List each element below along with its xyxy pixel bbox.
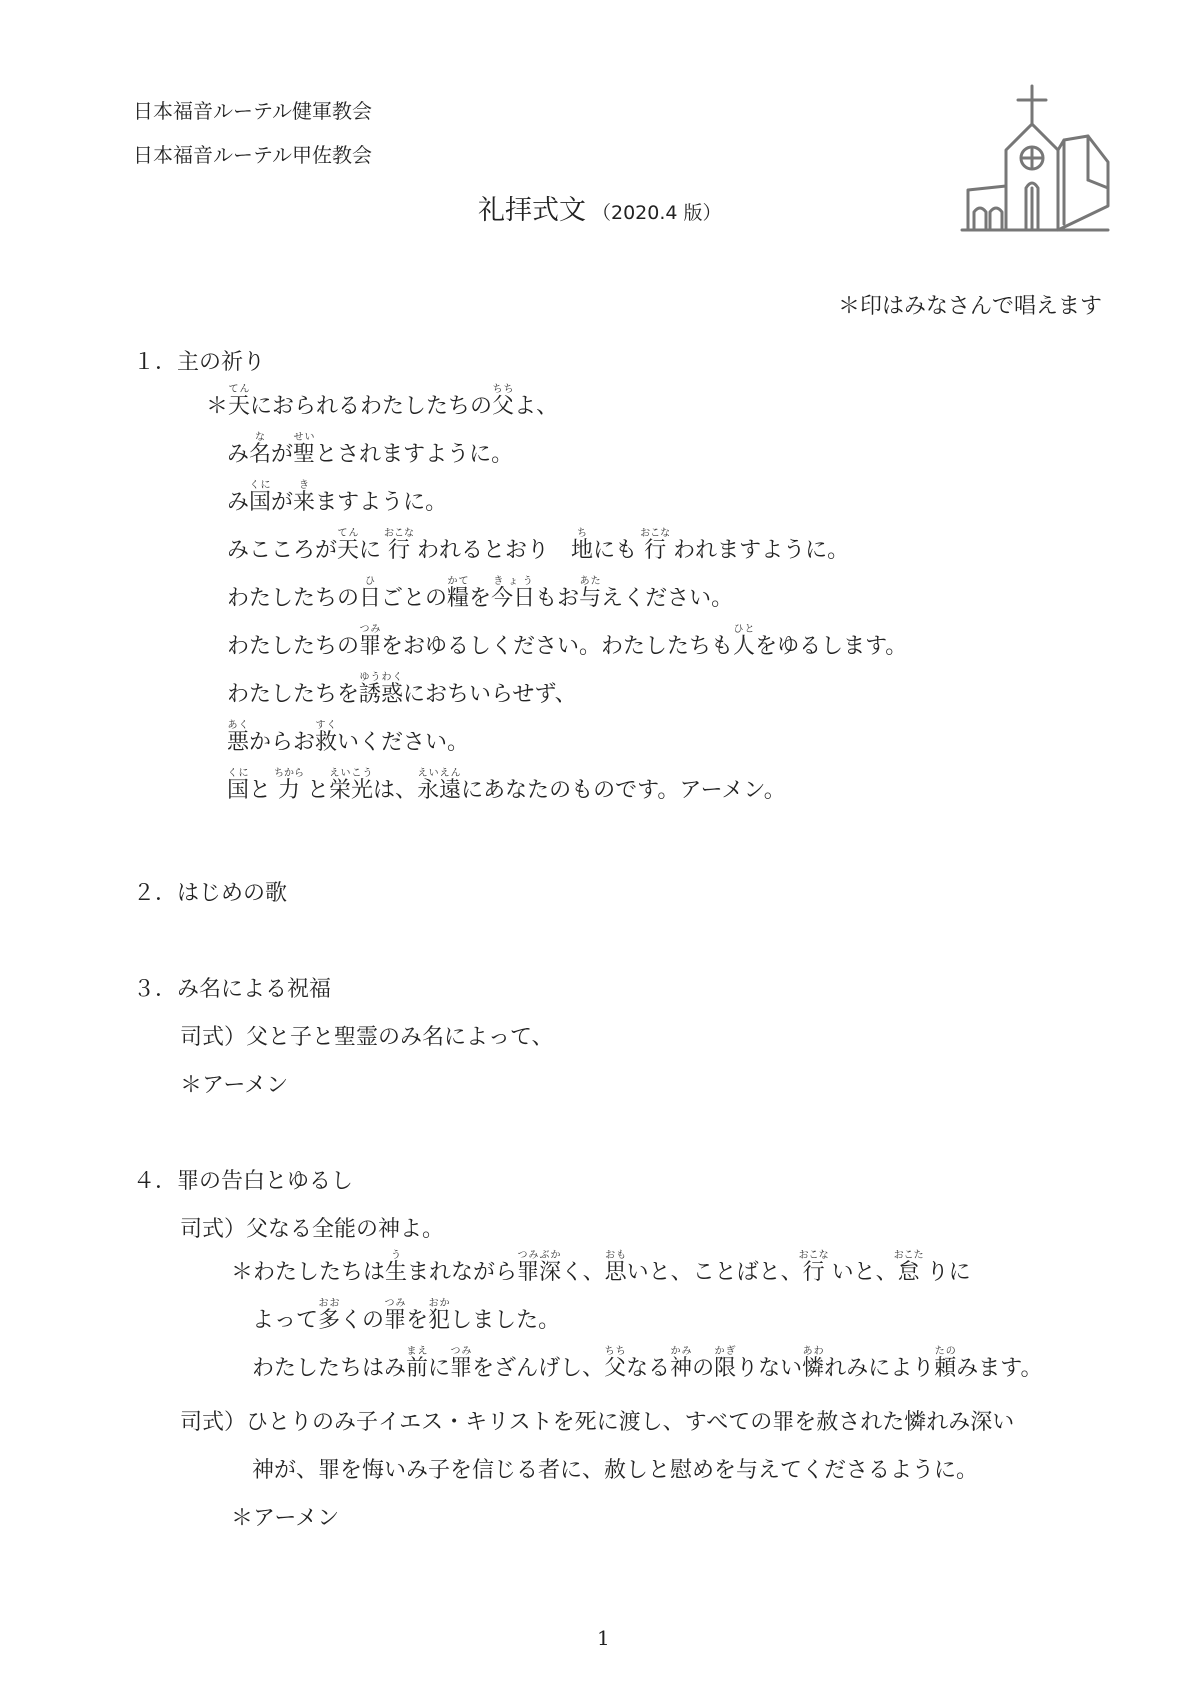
edition-label: （2020.4 版） [592,202,722,224]
ruby-word: 地ち [571,528,594,563]
furigana: う [385,1250,408,1261]
furigana: ちち [492,384,515,395]
ruby-word: 日ひ [359,576,382,611]
prayer-line: 国くにと 力ちから と栄光えいこうは、永遠えいえんにあなたのものです。アーメン。 [227,768,786,803]
furigana: てん [228,384,251,395]
ruby-word: 行おこな [384,528,415,563]
prayer-line: わたしたちを誘惑ゆうわくにおちいらせず、 [227,672,577,707]
furigana: つみぶか [517,1250,562,1261]
ruby-word: 力ちから [274,768,305,803]
furigana: つみ [450,1346,473,1357]
furigana: ひと [733,624,756,635]
ruby-word: 誘惑ゆうわく [359,672,404,707]
ruby-word: 名な [249,432,272,467]
liturgy-line: ＊わたしたちは生うまれながら罪深つみぶかく、思おもいと、ことばと、行おこな いと、怠おこた りに [231,1250,971,1285]
ruby-word: 罪つみ [359,624,382,659]
ruby-word: 与あた [579,576,602,611]
liturgy-line: ＊アーメン [180,1073,289,1098]
furigana: おこな [798,1250,829,1261]
furigana: まえ [406,1346,429,1357]
ruby-word: 罪深つみぶか [517,1250,562,1285]
ruby-word: 罪つみ [384,1298,407,1333]
prayer-line: わたしたちの日ひごとの糧かてを今日きょうもお与あたえください。 [227,576,734,611]
furigana: き [293,480,316,491]
ruby-word: 父ちち [604,1346,627,1381]
prayer-line: ＊天てんにおられるわたしたちの父ちちよ、 [206,384,559,419]
ruby-word: 来き [293,480,316,515]
ruby-word: 思おも [604,1250,627,1285]
ruby-word: 前まえ [406,1346,429,1381]
ruby-word: 人ひと [733,624,756,659]
prayer-line: わたしたちの罪つみをおゆるしください。わたしたちも人ひとをゆるします。 [227,624,908,659]
liturgy-line: 司式）父なる全能の神よ。 [180,1217,445,1242]
furigana: てん [337,528,360,539]
ruby-word: 限かぎ [714,1346,737,1381]
ruby-word: 今日きょう [491,576,536,611]
ruby-word: 神かみ [670,1346,693,1381]
page-number: 1 [597,1626,610,1650]
furigana: な [249,432,272,443]
furigana: えいこう [329,768,374,779]
ruby-word: 糧かて [447,576,470,611]
furigana: ちから [274,768,305,779]
church-name-kengun: 日本福音ルーテル健軍教会 [133,99,372,123]
furigana: つみ [384,1298,407,1309]
ruby-word: 憐あわ [802,1346,825,1381]
furigana: つみ [359,624,382,635]
church-name-kosa: 日本福音ルーテル甲佐教会 [133,143,372,167]
section-heading-invocation: ３．み名による祝福 [133,977,332,1002]
ruby-word: 国くに [249,480,272,515]
furigana: あく [227,720,250,731]
furigana: おか [428,1298,451,1309]
furigana: せい [293,432,316,443]
furigana: おこた [893,1250,924,1261]
furigana: おお [318,1298,341,1309]
furigana: えいえん [417,768,462,779]
ruby-word: 天てん [228,384,251,419]
furigana: きょう [491,576,536,587]
liturgy-line: 神が、罪を悔いみ子を信じる者に、赦しと慰めを与えてくださるように。 [252,1458,979,1483]
furigana: ちち [604,1346,627,1357]
prayer-line: み国くにが来きますように。 [227,480,448,515]
ruby-word: 天てん [337,528,360,563]
ruby-word: 国くに [227,768,250,803]
document-title [478,188,722,227]
furigana: かみ [670,1346,693,1357]
ruby-word: 悪あく [227,720,250,755]
liturgy-line: わたしたちはみ前まえに罪つみをざんげし、父ちちなる神かみの限かぎりない憐あわれみにより頼たのみます。 [252,1346,1043,1381]
ruby-word: 行おこな [798,1250,829,1285]
furigana: かぎ [714,1346,737,1357]
ruby-word: 犯おか [428,1298,451,1333]
furigana: あた [579,576,602,587]
prayer-line: み名なが聖せいとされますように。 [227,432,514,467]
furigana: ち [571,528,594,539]
section-heading-confession: ４．罪の告白とゆるし [133,1169,354,1194]
ruby-word: 怠おこた [893,1250,924,1285]
ruby-word: 聖せい [293,432,316,467]
ruby-word: 父ちち [492,384,515,419]
furigana: かて [447,576,470,587]
furigana: くに [249,480,272,491]
furigana: すく [315,720,338,731]
ruby-word: 永遠えいえん [417,768,462,803]
ruby-word: 生う [385,1250,408,1285]
prayer-line: みこころが天てんに 行おこな われるとおり 地ちにも 行おこな われますように。 [227,528,850,563]
furigana: ひ [359,576,382,587]
section-heading-lords-prayer: １．主の祈り [133,350,266,375]
chant-note: ＊印はみなさんで唱えます [837,294,1102,319]
ruby-word: 多おお [318,1298,341,1333]
title-text: 礼拝式文 [478,195,586,226]
ruby-word: 栄光えいこう [329,768,374,803]
furigana: あわ [802,1346,825,1357]
ruby-word: 頼たの [934,1346,957,1381]
furigana: おも [604,1250,627,1261]
furigana: たの [934,1346,957,1357]
ruby-word: 救すく [315,720,338,755]
church-icon [960,84,1110,238]
section-heading-opening-hymn: ２．はじめの歌 [133,881,288,906]
liturgy-line: 司式）ひとりのみ子イエス・キリストを死に渡し、すべての罪を赦された憐れみ深い [180,1410,1015,1435]
furigana: おこな [640,528,671,539]
liturgy-line: よって多おおくの罪つみを犯おかしました。 [252,1298,561,1333]
liturgy-line: ＊アーメン [231,1506,340,1531]
prayer-line: 悪あくからお救すくいください。 [227,720,470,755]
furigana: ゆうわく [359,672,404,683]
ruby-word: 罪つみ [450,1346,473,1381]
furigana: くに [227,768,250,779]
ruby-word: 行おこな [640,528,671,563]
liturgy-line: 司式）父と子と聖霊のみ名によって、 [180,1025,554,1050]
furigana: おこな [384,528,415,539]
